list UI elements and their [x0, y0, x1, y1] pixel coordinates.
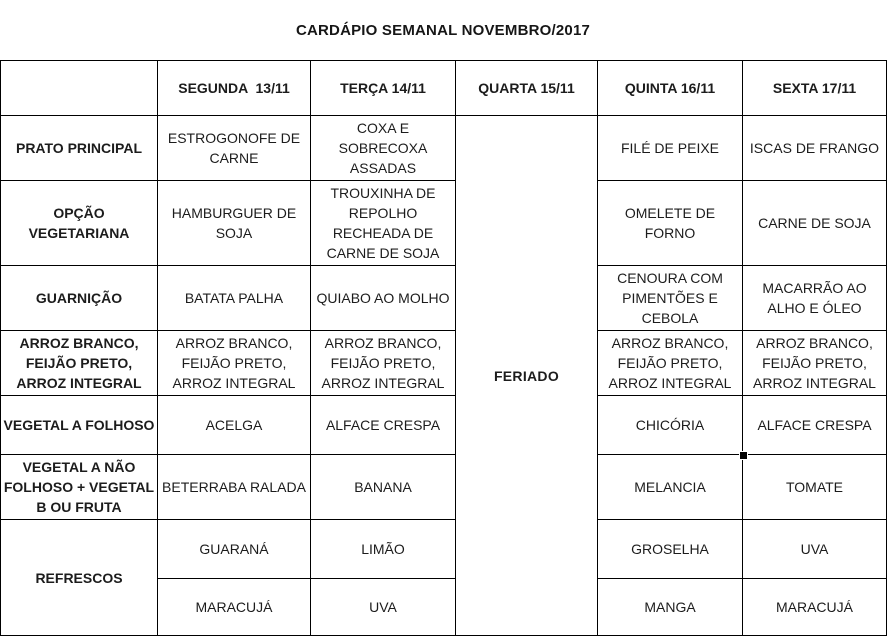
menu-cell[interactable]: MELANCIA	[598, 455, 743, 520]
menu-cell[interactable]: FILÉ DE PEIXE	[598, 116, 743, 181]
menu-cell[interactable]: MARACUJÁ	[158, 579, 311, 636]
menu-cell[interactable]: ALFACE CRESPA	[743, 396, 887, 455]
row-label-guarnicao[interactable]: GUARNIÇÃO	[1, 266, 158, 331]
row-arroz-feijao	[1, 331, 887, 396]
menu-cell[interactable]: CARNE DE SOJA	[743, 181, 887, 266]
menu-cell[interactable]: ACELGA	[158, 396, 311, 455]
row-label-opcao-vegetariana[interactable]: OPÇÃO VEGETARIANA	[1, 181, 158, 266]
menu-cell[interactable]: ESTROGONOFE DE CARNE	[158, 116, 311, 181]
row-opcao-vegetariana	[1, 181, 887, 266]
header-sexta[interactable]: SEXTA 17/11	[743, 61, 887, 116]
menu-cell[interactable]: CENOURA COM PIMENTÕES E CEBOLA	[598, 266, 743, 331]
menu-cell[interactable]: MACARRÃO AO ALHO E ÓLEO	[743, 266, 887, 331]
menu-cell[interactable]: GROSELHA	[598, 520, 743, 579]
header-quarta[interactable]: QUARTA 15/11	[456, 61, 598, 116]
selected-menu-cell[interactable]	[598, 396, 743, 455]
menu-cell[interactable]: QUIABO AO MOLHO	[311, 266, 456, 331]
row-label-vegetal-nao-folhoso[interactable]: VEGETAL A NÃO FOLHOSO + VEGETAL B OU FRUTA	[1, 455, 158, 520]
row-prato-principal	[1, 116, 887, 181]
menu-cell[interactable]: COXA E SOBRECOXA ASSADAS	[311, 116, 456, 181]
menu-cell[interactable]: GUARANÁ	[158, 520, 311, 579]
row-refrescos-1	[1, 520, 887, 579]
menu-cell[interactable]: MANGA	[598, 579, 743, 636]
header-row	[1, 61, 887, 116]
menu-cell[interactable]: UVA	[743, 520, 887, 579]
weekly-menu-table	[0, 60, 887, 636]
row-label-refrescos[interactable]: REFRESCOS	[1, 520, 158, 636]
menu-cell[interactable]: ARROZ BRANCO, FEIJÃO PRETO, ARROZ INTEGRAL	[743, 331, 887, 396]
menu-cell[interactable]: BETERRABA RALADA	[158, 455, 311, 520]
menu-cell[interactable]: ARROZ BRANCO, FEIJÃO PRETO, ARROZ INTEGRAL	[158, 331, 311, 396]
header-terca[interactable]: TERÇA 14/11	[311, 61, 456, 116]
row-label-arroz-feijao[interactable]: ARROZ BRANCO, FEIJÃO PRETO, ARROZ INTEGRAL	[1, 331, 158, 396]
menu-cell[interactable]: UVA	[311, 579, 456, 636]
menu-cell[interactable]: BANANA	[311, 455, 456, 520]
row-label-vegetal-folhoso[interactable]: VEGETAL A FOLHOSO	[1, 396, 158, 455]
menu-cell[interactable]: ALFACE CRESPA	[311, 396, 456, 455]
menu-cell[interactable]: BATATA PALHA	[158, 266, 311, 331]
menu-cell[interactable]: ARROZ BRANCO, FEIJÃO PRETO, ARROZ INTEGRAL	[311, 331, 456, 396]
menu-cell[interactable]: OMELETE DE FORNO	[598, 181, 743, 266]
row-vegetal-nao-folhoso	[1, 455, 887, 520]
cell-text: CHICÓRIA	[635, 417, 705, 433]
menu-cell[interactable]: HAMBURGUER DE SOJA	[158, 181, 311, 266]
row-vegetal-folhoso	[1, 396, 887, 455]
menu-cell[interactable]: MARACUJÁ	[743, 579, 887, 636]
holiday-cell[interactable]: FERIADO	[456, 116, 598, 636]
menu-cell[interactable]: TROUXINHA DE REPOLHO RECHEADA DE CARNE DE SOJA	[311, 181, 456, 266]
menu-cell[interactable]: ISCAS DE FRANGO	[743, 116, 887, 181]
menu-cell[interactable]: LIMÃO	[311, 520, 456, 579]
row-guarnicao	[1, 266, 887, 331]
header-segunda[interactable]: SEGUNDA 13/11	[158, 61, 311, 116]
document-title: CARDÁPIO SEMANAL NOVEMBRO/2017	[295, 21, 591, 39]
header-quinta[interactable]: QUINTA 16/11	[598, 61, 743, 116]
menu-cell[interactable]: ARROZ BRANCO, FEIJÃO PRETO, ARROZ INTEGRAL	[598, 331, 743, 396]
menu-cell[interactable]: TOMATE	[743, 455, 887, 520]
cell-selection-handle[interactable]	[740, 452, 747, 459]
corner-cell[interactable]	[1, 61, 158, 116]
row-label-prato-principal[interactable]: PRATO PRINCIPAL	[1, 116, 158, 181]
